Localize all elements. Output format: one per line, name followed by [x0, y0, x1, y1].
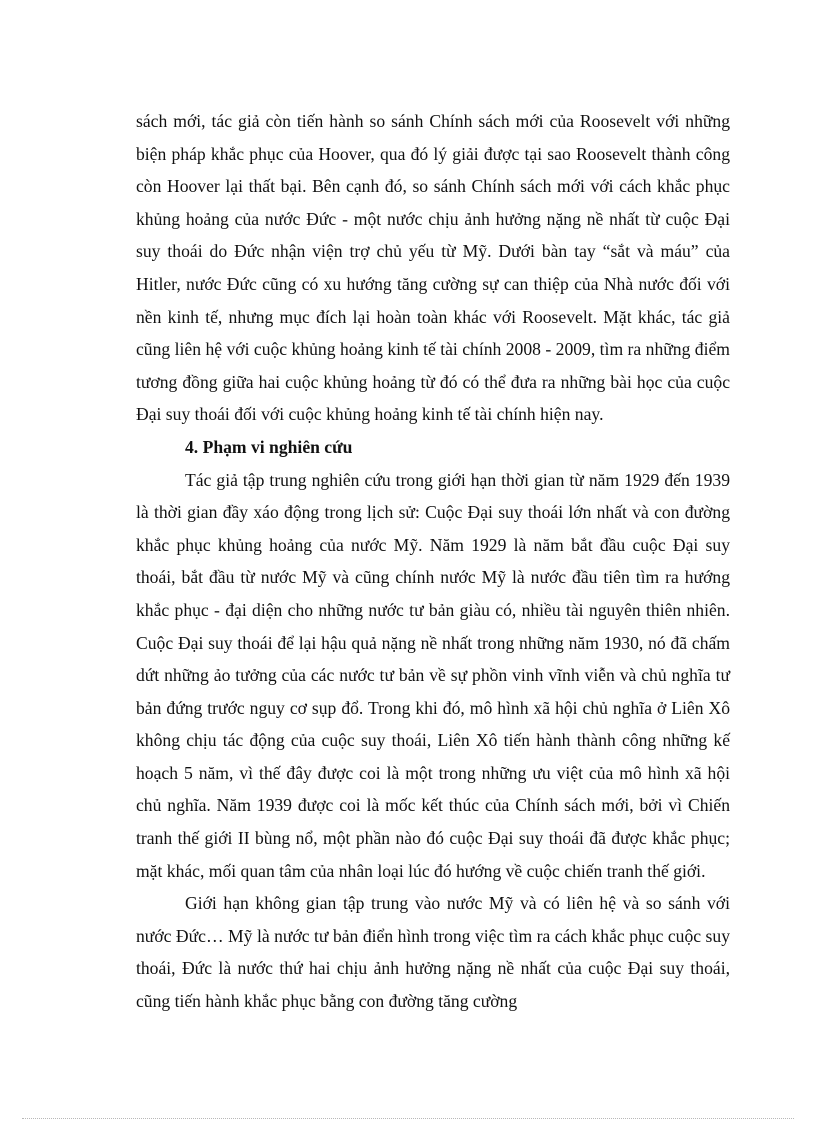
page-bottom-divider	[22, 1118, 794, 1119]
page-body	[136, 105, 730, 1018]
paragraph-space-scope: Giới hạn không gian tập trung vào nước Mỹ và có liên hệ và so sánh với nước Đức… Mỹ là nước tư bản điển hình trong việc tìm ra cách khắc phục cuộc suy thoái, Đức là nước thứ hai chịu ảnh hưởng nặng nề nhất của cuộc Đại suy thoái, cũng tiến hành khắc phục bằng con đường tăng cường	[136, 893, 730, 1012]
section-heading-research-scope: 4. Phạm vi nghiên cứu	[185, 436, 353, 457]
paragraph-scope-comparison: sách mới, tác giả còn tiến hành so sánh Chính sách mới của Roosevelt với những biện pháp khắc phục của Hoover, qua đó lý giải được tại sao Roosevelt thành công còn Hoover lại thất bại. Bên cạnh đó, so sánh Chính sách mới với cách khắc phục khủng hoảng của nước Đức - một nước chịu ảnh hưởng nặng nề nhất từ cuộc Đại suy thoái do Đức nhận viện trợ chủ yếu từ Mỹ. Dưới bàn tay “sắt và máu” của Hitler, nước Đức cũng có xu hướng tăng cường sự can thiệp của Nhà nước đối với nền kinh tế, nhưng mục đích lại hoàn toàn khác với Roosevelt. Mặt khác, tác giả cũng liên hệ với cuộc khủng hoảng kinh tế tài chính 2008 - 2009, tìm ra những điểm tương đồng giữa hai cuộc khủng hoảng từ đó có thể đưa ra những bài học của cuộc Đại suy thoái đối với cuộc khủng hoảng kinh tế tài chính hiện nay.	[136, 111, 730, 425]
paragraph-time-scope: Tác giả tập trung nghiên cứu trong giới hạn thời gian từ năm 1929 đến 1939 là thời gian đầy xáo động trong lịch sử: Cuộc Đại suy thoái lớn nhất và con đường khắc phục khủng hoảng của nước Mỹ. Năm 1929 là năm bắt đầu cuộc Đại suy thoái, bắt đầu từ nước Mỹ và cũng chính nước Mỹ là nước đầu tiên tìm ra hướng khắc phục - đại diện cho những nước tư bản giàu có, nhiều tài nguyên thiên nhiên. Cuộc Đại suy thoái để lại hậu quả nặng nề nhất trong những năm 1930, nó đã chấm dứt những ảo tưởng của các nước tư bản về sự phồn vinh vĩnh viễn và chủ nghĩa tư bản đứng trước nguy cơ sụp đổ. Trong khi đó, mô hình xã hội chủ nghĩa ở Liên Xô không chịu tác động của cuộc suy thoái, Liên Xô tiến hành thành công những kế hoạch 5 năm, vì thế đây được coi là một trong những ưu việt của mô hình xã hội chủ nghĩa. Năm 1939 được coi là mốc kết thúc của Chính sách mới, bởi vì Chiến tranh thế giới II bùng nổ, một phần nào đó cuộc Đại suy thoái đã được khắc phục; mặt khác, mối quan tâm của nhân loại lúc đó hướng về cuộc chiến tranh thế giới.	[136, 469, 730, 881]
